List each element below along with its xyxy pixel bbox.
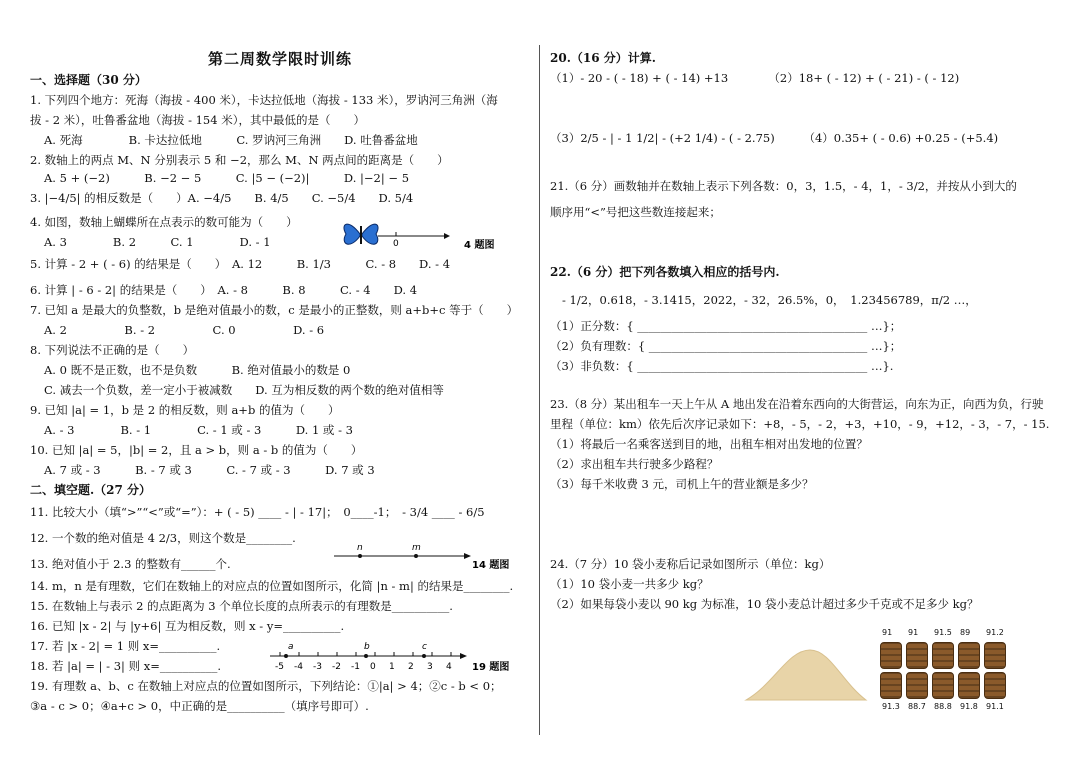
- q19-line1: 19. 有理数 a、b、c 在数轴上对应点的位置如图所示，下列结论：①|a| > 4；②c - b < 0；: [30, 679, 502, 693]
- q19-point-a: a: [288, 642, 294, 652]
- q19-point-marker: [422, 654, 426, 658]
- wheat-bag-icon: [880, 672, 902, 699]
- q20-heading: 20.（16 分）计算.: [550, 51, 656, 65]
- q24-part1: （1）10 袋小麦一共多少 kg？: [550, 577, 709, 591]
- q16: 16. 已知 |x - 2| 与 |y+6| 互为相反数，则 x - y=__________.: [30, 619, 345, 633]
- bag-weight-label: 91.1: [986, 702, 1004, 711]
- q9-stem: 9. 已知 |a| = 1，b 是 2 的相反数，则 a+b 的值为（ ）: [30, 403, 340, 417]
- q10-options: A. 7 或 - 3 B. - 7 或 3 C. - 7 或 - 3 D. 7 或 3: [44, 463, 375, 477]
- q19-number-line-figure: [268, 640, 522, 674]
- q10-stem: 10. 已知 |a| = 5，|b| = 2，且 a > b，则 a - b 的值为（ ）: [30, 443, 363, 457]
- q17: 17. 若 |x - 2| = 1 则 x=__________.: [30, 639, 221, 653]
- bag-weight-label: 88.7: [908, 702, 926, 711]
- q19-point-c: c: [422, 642, 427, 652]
- q19-axis-label: 0: [370, 662, 376, 672]
- wheat-bag-icon: [958, 642, 980, 669]
- bag-weight-label: 91: [882, 628, 893, 637]
- bag-weight-label: 91.8: [960, 702, 978, 711]
- bag-weight-label: 91: [908, 628, 919, 637]
- q22-non-negatives: （3）非负数：{ ________________________________________ …}.: [550, 359, 894, 373]
- q19-axis-label: 3: [427, 662, 433, 672]
- q21-line1: 21.（6 分）画数轴并在数轴上表示下列各数：0，3，1.5，- 4，1，- 3/2，并按从小到大的: [550, 179, 1017, 193]
- wheat-bag-icon: [958, 672, 980, 699]
- q19-point-marker: [284, 654, 288, 658]
- q14-point-n: n: [357, 543, 363, 553]
- q7-options: A. 2 B. - 2 C. 0 D. - 6: [44, 323, 325, 337]
- q12: 12. 一个数的绝对值是 4 2/3，则这个数是________.: [30, 531, 296, 545]
- q8-options-ab: A. 0 既不是正数，也不是负数 B. 绝对值最小的数是 0: [44, 363, 351, 377]
- q23-part2: （2）求出租车共行驶多少路程？: [550, 457, 719, 471]
- q8-stem: 8. 下列说法不正确的是（ ）: [30, 343, 195, 357]
- q15: 15. 在数轴上与表示 2 的点距离为 3 个单位长度的点所表示的有理数是__________.: [30, 599, 453, 613]
- q13: 13. 绝对值小于 2.3 的整数有______个.: [30, 557, 231, 571]
- q14: 14. m，n 是有理数，它们在数轴上的对应点的位置如图所示，化简 |n - m| 的结果是________.: [30, 579, 514, 593]
- q8-options-cd: C. 减去一个负数，差一定小于被减数 D. 互为相反数的两个数的绝对值相等: [44, 383, 444, 397]
- q19-axis-label: 4: [446, 662, 452, 672]
- q23-line1: 23.（8 分）某出租车一天上午从 A 地出发在沿着东西向的大街营运，向东为正，向西为负，行驶: [550, 397, 1044, 411]
- butterfly-icon: [344, 224, 378, 244]
- page-title: 第二周数学限时训练: [208, 50, 353, 68]
- q19-axis-label: 1: [389, 662, 395, 672]
- q1-line2: 拔 - 2 米），吐鲁番盆地（海拔 - 154 米），其中最低的是（ ）: [30, 113, 365, 127]
- q7-stem: 7. 已知 a 是最大的负整数，b 是绝对值最小的数，c 是最小的正整数，则 a+b+c 等于（ ）: [30, 303, 519, 317]
- q5: 5. 计算 - 2 + ( - 6) 的结果是（ ） A. 12 B. 1/3 C. - 8 D. - 4: [30, 257, 451, 271]
- q4-figure-label: 4 题图: [464, 240, 495, 251]
- wheat-bags-figure: [878, 628, 1012, 714]
- q4-options: A. 3 B. 2 C. 1 D. - 1: [44, 235, 271, 249]
- q19-axis-label: -2: [332, 662, 341, 672]
- q19-line2: ③a - c > 0；④a+c > 0，中正确的是__________（填序号即可）.: [30, 699, 369, 713]
- q22-heading: 22.（6 分）把下列各数填入相应的括号内.: [550, 265, 780, 279]
- q22-numbers: - 1/2，0.618，- 3.1415，2022，- 32，26.5%，0， 1.23456789，π/2 …，: [562, 293, 977, 307]
- q19-axis-label: -3: [313, 662, 322, 672]
- wheat-bag-icon: [880, 642, 902, 669]
- q19-axis-label: -1: [351, 662, 360, 672]
- q19-point-b: b: [364, 642, 370, 652]
- q19-figure-label: 19 题图: [472, 662, 510, 673]
- wheat-bag-icon: [932, 672, 954, 699]
- q1-line1: 1. 下列四个地方：死海（海拔 - 400 米），卡达拉低地（海拔 - 133 米），罗讷河三角洲（海: [30, 93, 498, 107]
- q6: 6. 计算 | - 6 - 2| 的结果是（ ） A. - 8 B. 8 C. - 4 D. 4: [30, 283, 418, 297]
- bag-weight-label: 88.8: [934, 702, 952, 711]
- q19-point-marker: [364, 654, 368, 658]
- q23-line2: 里程（单位：km）依先后次序记录如下：+8，- 5，- 2，+3，+10，- 9，+12，- 3，- 7，- 15.: [550, 417, 1050, 431]
- section-2-heading: 二、填空题.（27 分）: [30, 483, 152, 497]
- q4-axis-zero: 0: [393, 239, 399, 249]
- q9-options: A. - 3 B. - 1 C. - 1 或 - 3 D. 1 或 - 3: [44, 423, 353, 437]
- q14-figure-label: 14 题图: [472, 560, 510, 571]
- q24-part2: （2）如果每袋小麦以 90 kg 为标准，10 袋小麦总计超过多少千克或不足多少 kg？: [550, 597, 979, 611]
- q4-number-line-figure: [338, 214, 498, 254]
- q19-axis-label: -5: [275, 662, 284, 672]
- wheat-bag-icon: [984, 642, 1006, 669]
- q18: 18. 若 |a| = | - 3| 则 x=__________.: [30, 659, 222, 673]
- wheat-pile-image: [744, 644, 868, 702]
- q4-stem: 4. 如图，数轴上蝴蝶所在点表示的数可能为（ ）: [30, 215, 298, 229]
- q2-options: A. 5 + (−2) B. −2 − 5 C. |5 − (−2)| D. |−2| − 5: [44, 171, 410, 185]
- q20-parts-1-2: （1）- 20 - ( - 18) + ( - 14) +13 （2）18+ ( - 12) + ( - 21) - ( - 12): [550, 71, 960, 85]
- q23-part3: （3）每千米收费 3 元，司机上午的营业额是多少？: [550, 477, 814, 491]
- q14-point-m: m: [412, 543, 421, 553]
- bag-weight-label: 91.5: [934, 628, 952, 637]
- wheat-bag-icon: [932, 642, 954, 669]
- column-divider: [539, 45, 540, 735]
- section-1-heading: 一、选择题（30 分）: [30, 73, 147, 87]
- q11: 11. 比较大小（填“>”“<”或“=”）：+ ( - 5) ____ - | - 17|； 0____-1； - 3/4 ____ - 6/5: [30, 505, 485, 519]
- bag-weight-label: 91.3: [882, 702, 900, 711]
- bag-weight-label: 91.2: [986, 628, 1004, 637]
- q22-positive-fractions: （1）正分数：{ ________________________________________ …}；: [550, 319, 902, 333]
- q21-line2: 顺序用“<”号把这些数连接起来；: [550, 205, 721, 219]
- wheat-bag-icon: [906, 672, 928, 699]
- q23-part1: （1）将最后一名乘客送到目的地，出租车相对出发地的位置？: [550, 437, 868, 451]
- q19-axis-label: 2: [408, 662, 414, 672]
- q20-parts-3-4: （3）2/5 - | - 1 1/2| - (+2 1/4) - ( - 2.75) （4）0.35+ ( - 0.6) +0.25 - (+5.4): [550, 131, 999, 145]
- q22-negative-rationals: （2）负有理数：{ ______________________________________ …}；: [550, 339, 902, 353]
- q14-number-line-figure: [330, 540, 520, 572]
- bag-weight-label: 89: [960, 628, 971, 637]
- wheat-bag-icon: [906, 642, 928, 669]
- q2-stem: 2. 数轴上的两点 M、N 分别表示 5 和 −2，那么 M、N 两点间的距离是（ ）: [30, 153, 449, 167]
- wheat-bag-icon: [984, 672, 1006, 699]
- q1-options: A. 死海 B. 卡达拉低地 C. 罗讷河三角洲 D. 吐鲁番盆地: [44, 133, 418, 147]
- q19-axis-label: -4: [294, 662, 303, 672]
- q3: 3. |−4/5| 的相反数是（ ）A. −4/5 B. 4/5 C. −5/4 D. 5/4: [30, 191, 414, 205]
- q24-heading: 24.（7 分）10 袋小麦称后记录如图所示（单位：kg）: [550, 557, 831, 571]
